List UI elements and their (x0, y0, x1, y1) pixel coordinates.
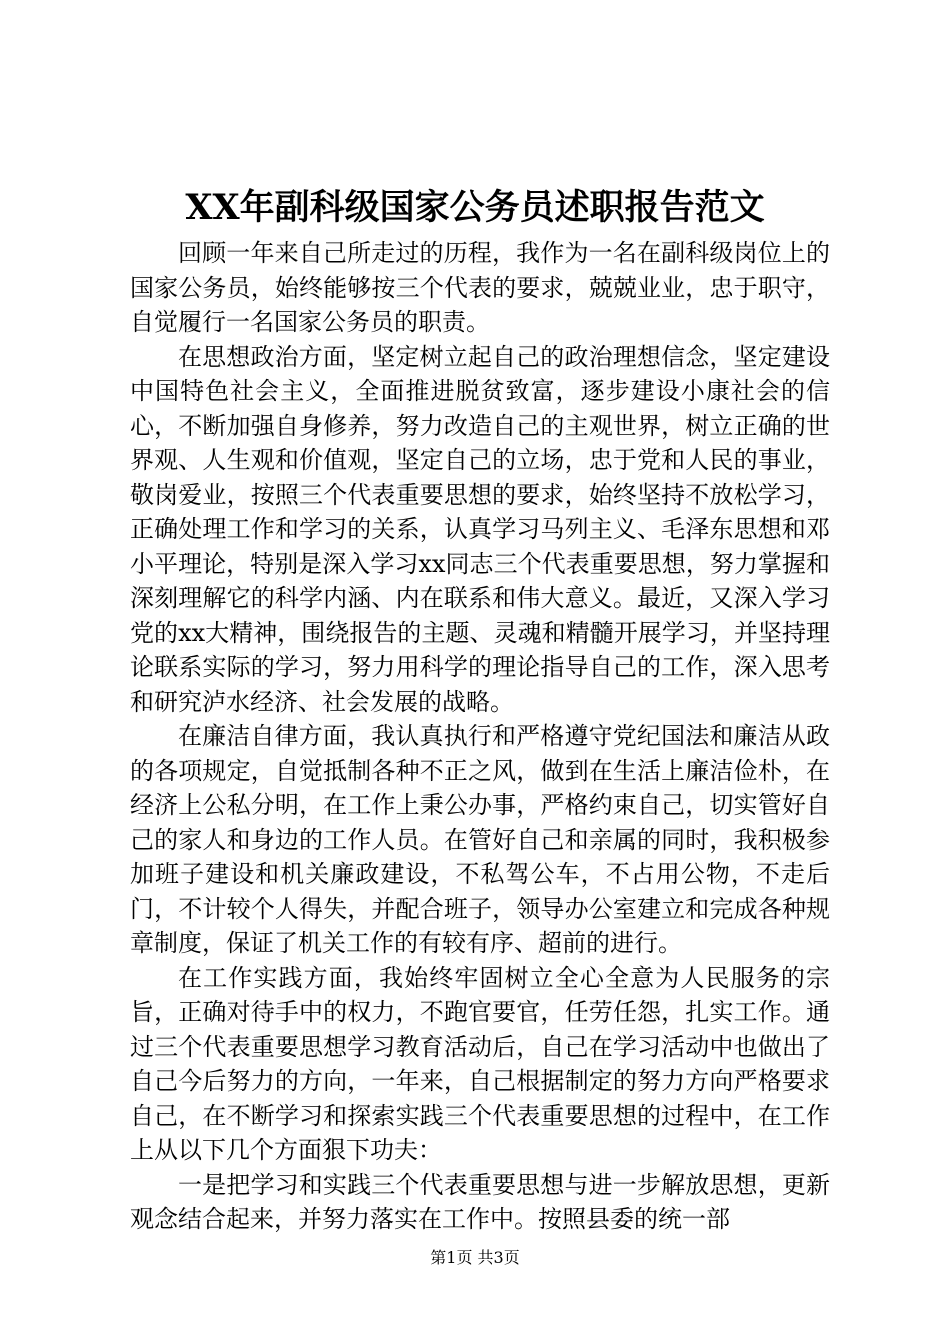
document-body (130, 236, 830, 1237)
paragraph-ideology: 在思想政治方面，坚定树立起自己的政治理想信念，坚定建设中国特色社会主义，全面推进脱贫致富，逐步建设小康社会的信心，不断加强自身修养，努力改造自己的主观世界，树立正确的世界观、人生观和价值观，坚定自己的立场，忠于党和人民的事业，敬岗爱业，按照三个代表重要思想的要求，始终坚持不放松学习，正确处理工作和学习的关系，认真学习马列主义、毛泽东思想和邓小平理论，特别是深入学习xx同志三个代表重要思想，努力掌握和深刻理解它的科学内涵、内在联系和伟大意义。最近，又深入学习党的xx大精神，围绕报告的主题、灵魂和精髓开展学习，并坚持理论联系实际的学习，努力用科学的理论指导自己的工作，深入思考和研究泸水经济、社会发展的战略。 (130, 342, 830, 716)
paragraph-first-point: 一是把学习和实践三个代表重要思想与进一步解放思想，更新观念结合起来，并努力落实在工作中。按照县委的统一部 (130, 1170, 830, 1233)
paragraph-intro: 回顾一年来自己所走过的历程，我作为一名在副科级岗位上的国家公务员，始终能够按三个代表的要求，兢兢业业，忠于职守，自觉履行一名国家公务员的职责。 (130, 239, 830, 336)
paragraph-practice: 在工作实践方面，我始终牢固树立全心全意为人民服务的宗旨，正确对待手中的权力，不跑官要官，任劳任怨，扎实工作。通过三个代表重要思想学习教育活动后，自己在学习活动中也做出了自己今后努力的方向，一年来，自己根据制定的努力方向严格要求自己，在不断学习和探索实践三个代表重要思想的过程中，在工作上从以下几个方面狠下功夫： (130, 963, 830, 1164)
paragraph-integrity: 在廉洁自律方面，我认真执行和严格遵守党纪国法和廉洁从政的各项规定，自觉抵制各种不正之风，做到在生活上廉洁俭朴，在经济上公私分明，在工作上秉公办事，严格约束自己，切实管好自己的家人和身边的工作人员。在管好自己和亲属的同时，我积极参加班子建设和机关廉政建设，不私驾公车，不占用公物，不走后门，不计较个人得失，并配合班子，领导办公室建立和完成各种规章制度，保证了机关工作的有较有序、超前的进行。 (130, 722, 830, 957)
page-number-footer: 第1页 共3页 (430, 1248, 520, 1267)
document-title: XX年副科级国家公务员述职报告范文 (185, 187, 765, 228)
